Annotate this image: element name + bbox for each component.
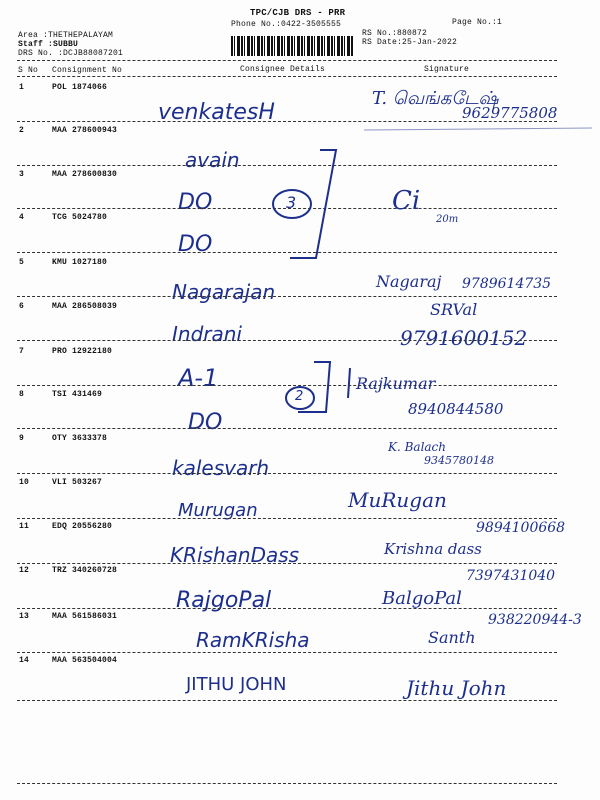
- row-divider: [17, 652, 557, 653]
- row-divider: [17, 563, 557, 564]
- consignment-number: TRZ 340260728: [52, 566, 118, 575]
- row-number: 2: [19, 126, 25, 135]
- column-header-sno: S No: [18, 66, 39, 75]
- staff-label: Staff :SUBBU: [18, 40, 79, 49]
- column-header-consignee: Consignee Details: [240, 65, 326, 74]
- row-number: 8: [19, 390, 25, 399]
- row-divider: [17, 608, 557, 609]
- phone-number-handwritten: 9629775808: [462, 104, 558, 122]
- consignment-number: TSI 431469: [52, 390, 103, 399]
- consignee-name: DO: [178, 232, 213, 257]
- row-number: 14: [19, 656, 30, 665]
- consignment-number: MAA 563504004: [52, 656, 118, 665]
- drs-number: DRS No. :DCJB88087201: [18, 49, 124, 58]
- group-count-1: 3: [286, 193, 297, 212]
- row-number: 12: [19, 566, 30, 575]
- phone-number-handwritten: 9789614735: [462, 276, 552, 292]
- consignment-number: MAA 278600943: [52, 126, 118, 135]
- column-header-signature: Signature: [424, 65, 470, 74]
- phone-number-handwritten: 9791600152: [400, 326, 528, 350]
- row-number: 4: [19, 213, 25, 222]
- row-number: 10: [19, 478, 30, 487]
- consignment-number: OTY 3633378: [52, 434, 108, 443]
- consignee-name: RajgoPal: [176, 588, 272, 613]
- signature: Santh: [428, 628, 476, 647]
- signature: BalgoPal: [382, 588, 462, 609]
- consignee-name: A-1: [178, 364, 219, 392]
- row-number: 9: [19, 434, 25, 443]
- phone-number-handwritten: 9894100668: [476, 520, 566, 536]
- page-number: Page No.:1: [452, 18, 503, 27]
- consignee-name: kalesvarh: [172, 456, 270, 480]
- consignment-number: VLI 503267: [52, 478, 103, 487]
- row-number: 7: [19, 347, 25, 356]
- signature: MuRugan: [348, 488, 447, 512]
- consignee-name: venkatesH: [158, 100, 275, 125]
- consignee-name: avain: [185, 148, 240, 172]
- column-header-consignment: Consignment No: [52, 66, 123, 75]
- consignee-name: JITHU JOHN: [186, 674, 287, 695]
- signature: Nagaraj: [376, 272, 442, 291]
- consignee-name: DO: [188, 410, 223, 435]
- consignment-number: PRO 12922180: [52, 347, 113, 356]
- consignment-number: EDQ 20556280: [52, 522, 113, 531]
- row-number: 1: [19, 83, 25, 92]
- consignment-number: KMU 1027180: [52, 258, 108, 267]
- signature: Krishna dass: [384, 540, 482, 558]
- consignee-name: RamKRisha: [196, 628, 310, 652]
- row-divider: [17, 700, 557, 701]
- area-label: Area :THETHEPALAYAM: [18, 31, 114, 40]
- group-count-2: 2: [295, 389, 304, 404]
- consignment-number: POL 1874066: [52, 83, 108, 92]
- row-number: 3: [19, 170, 25, 179]
- row-number: 6: [19, 302, 25, 311]
- row-divider: [17, 473, 557, 474]
- row-number: 5: [19, 258, 25, 267]
- phone-number-handwritten: 938220944-3: [488, 612, 582, 628]
- consignment-number: TCG 5024780: [52, 213, 108, 222]
- consignment-number: MAA 561586031: [52, 612, 118, 621]
- group-signature-1-sub: 20m: [436, 214, 459, 225]
- consignment-number: MAA 278600830: [52, 170, 118, 179]
- rs-number: RS No.:880872: [362, 29, 428, 38]
- signature: Jithu John: [406, 676, 507, 700]
- consignee-name: Nagarajan: [172, 280, 276, 304]
- consignment-number: MAA 286508039: [52, 302, 118, 311]
- row-number: 13: [19, 612, 30, 621]
- consignee-name: Indrani: [172, 322, 242, 346]
- signature: T. வெங்கடேஷ்: [372, 88, 499, 109]
- rs-date: RS Date:25-Jan-2022: [362, 38, 458, 47]
- phone-number: Phone No.:0422-3505555: [231, 20, 342, 29]
- sheet-title: TPC/CJB DRS - PRR: [250, 8, 346, 18]
- phone-number-handwritten: 7397431040: [466, 568, 556, 584]
- consignee-name: DO: [178, 190, 213, 215]
- phone-number-handwritten: 8940844580: [408, 400, 504, 418]
- consignee-name: Murugan: [178, 500, 258, 521]
- row-divider: [17, 518, 557, 519]
- signature: SRVal: [430, 300, 478, 319]
- group-signature-1: Ci: [392, 186, 421, 216]
- phone-number-handwritten: 9345780148: [424, 454, 494, 467]
- consignee-name: KRishanDass: [170, 543, 300, 567]
- signature: K. Balach: [388, 440, 447, 454]
- row-number: 11: [19, 522, 30, 531]
- group-signature-2: Rajkumar: [356, 374, 436, 393]
- bottom-divider: [17, 783, 557, 784]
